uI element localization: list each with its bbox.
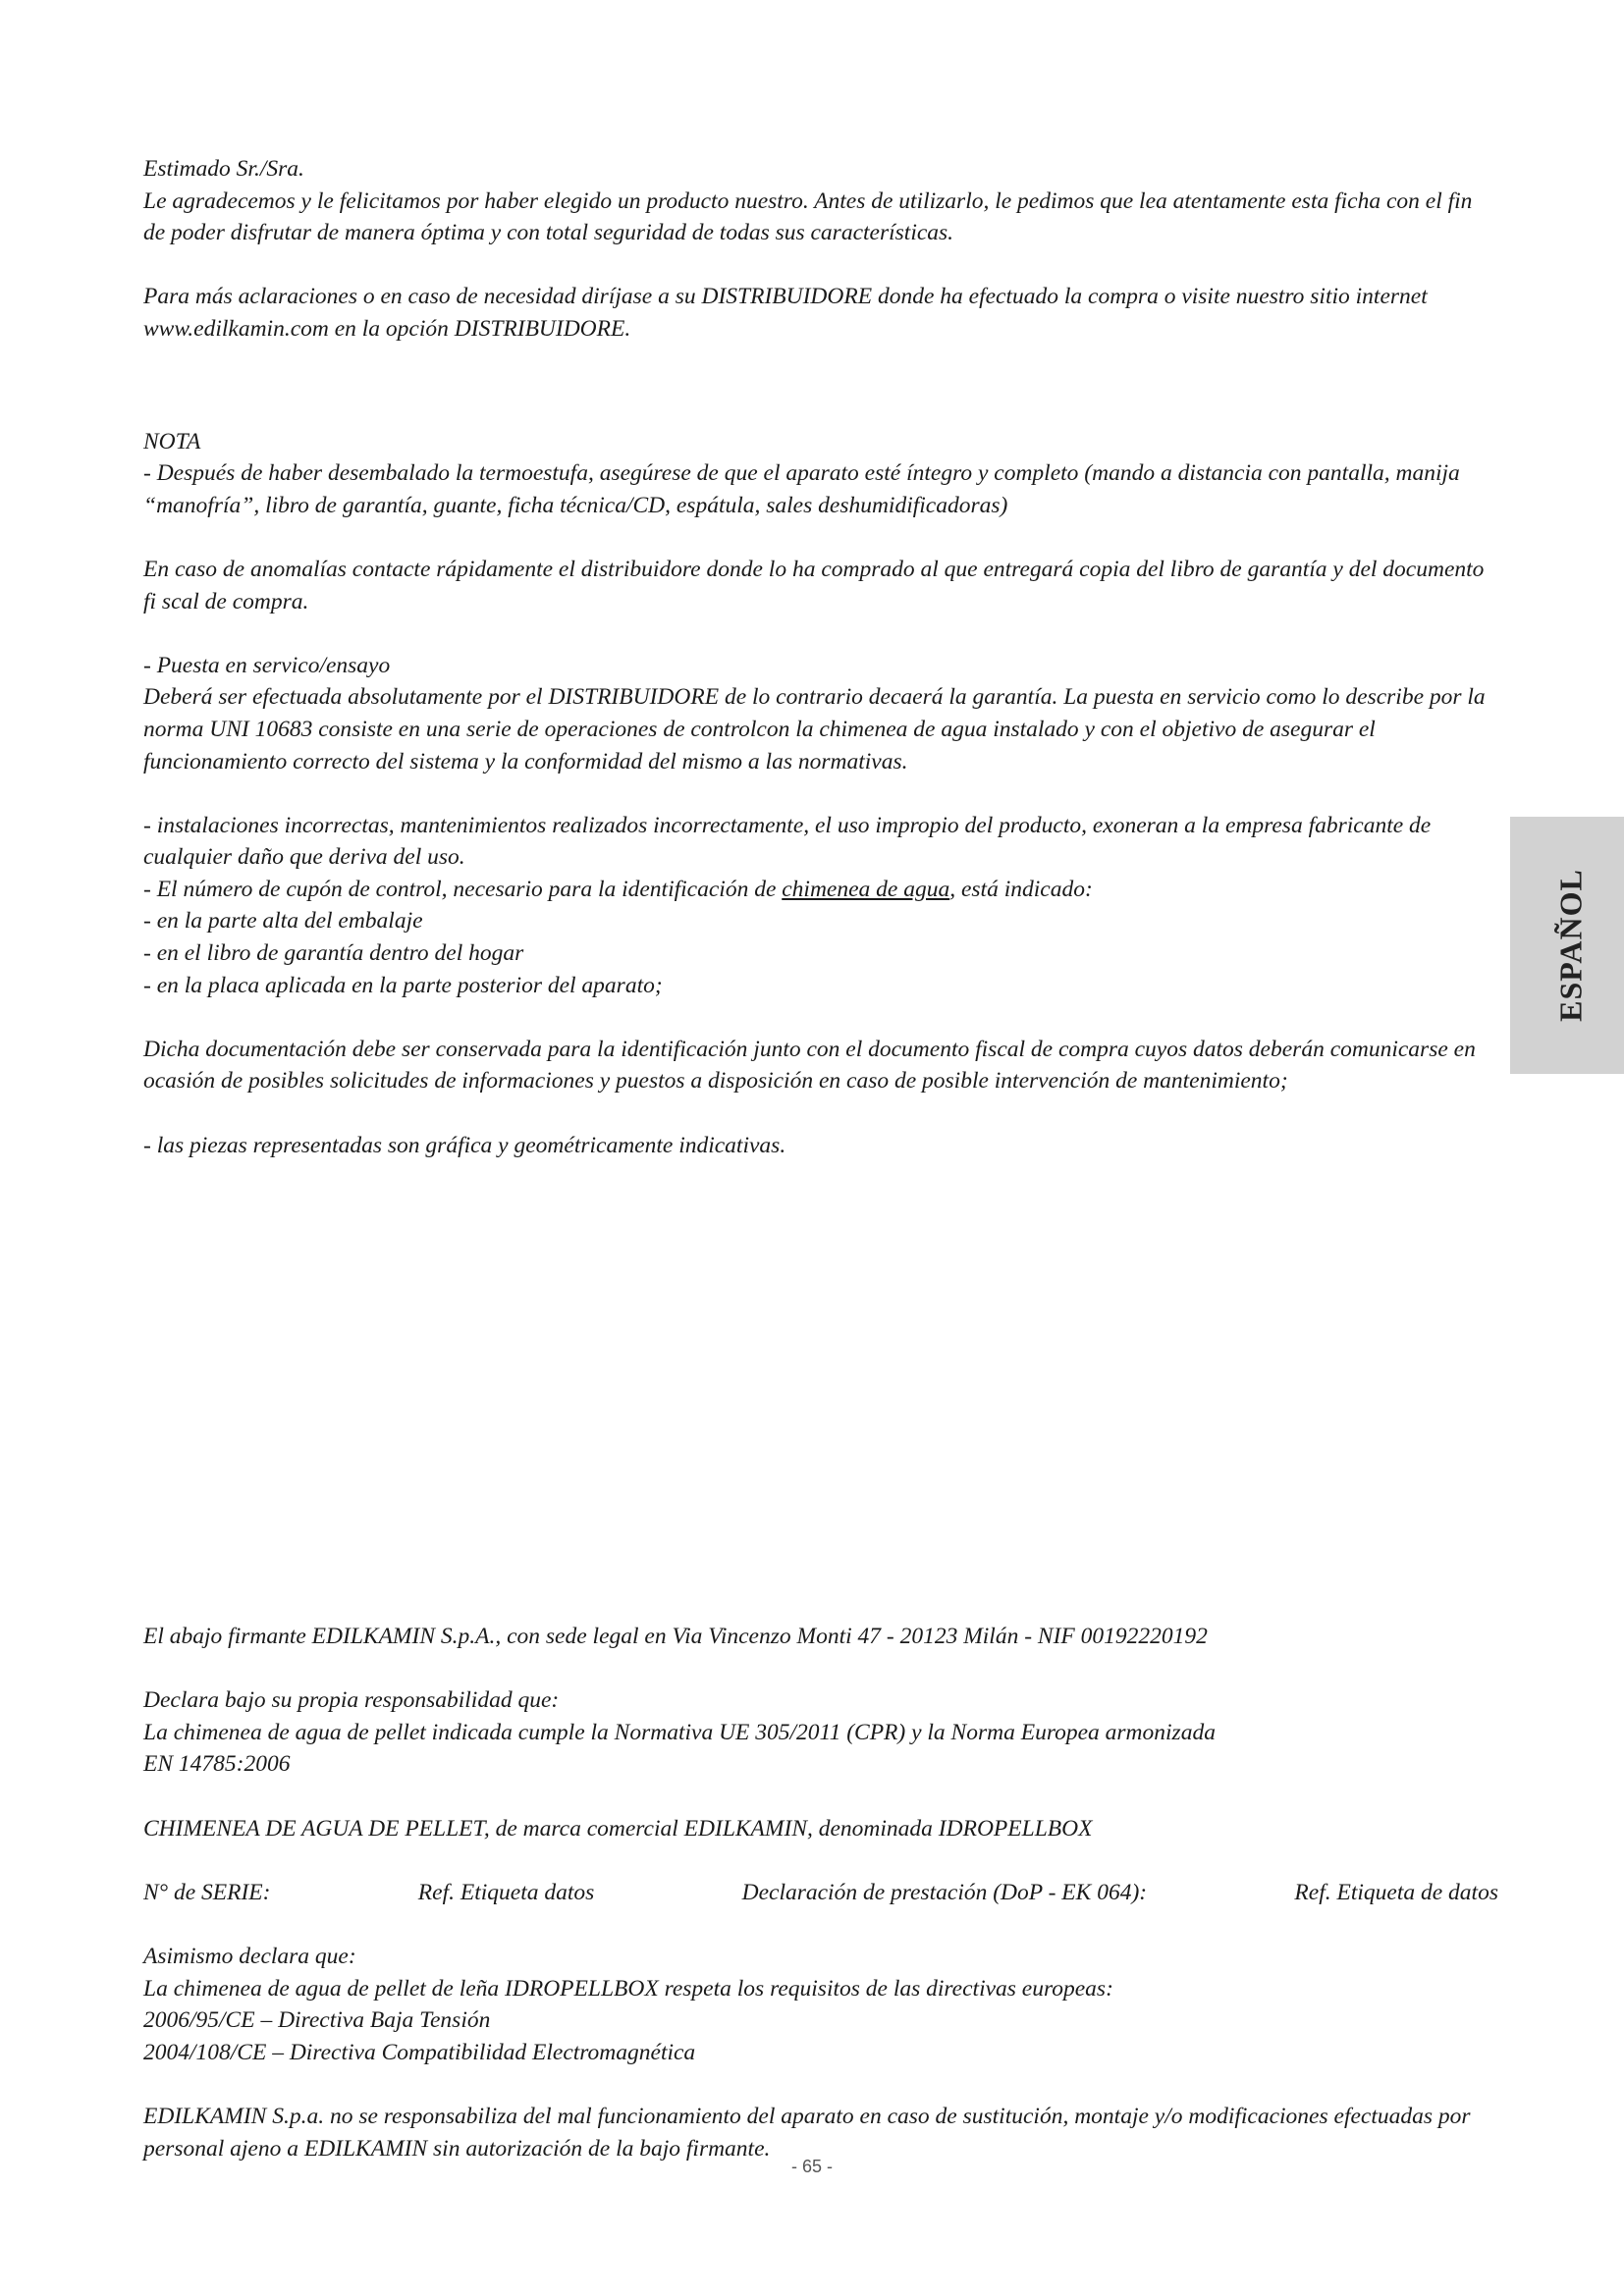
- dop-value: Ref. Etiqueta de datos: [1294, 1879, 1498, 1905]
- product-line: CHIMENEA DE AGUA DE PELLET, de marca comercial EDILKAMIN, denominada IDROPELLBOX: [143, 1815, 1093, 1842]
- location-item-1: - en la parte alta del embalaje: [143, 908, 423, 934]
- commissioning-paragraph: Deberá ser efectuada absolutamente por el DISTRIBUIDORE de lo contrario decaerá la garantía. La puesta en servicio como lo describe por la norma UNI 10683 consiste en una serie de operaciones de controlcon la chimenea de agua instalado y con el objetivo de asegurar el funcionamiento correcto del sistema y la conformidad del mismo a las normativas.: [143, 684, 1486, 774]
- directive-1: 2006/95/CE – Directiva Baja Tensión: [143, 2007, 491, 2034]
- declares-line: Declara bajo su propia responsabilidad que:: [143, 1687, 560, 1714]
- page-number: - 65 -: [790, 2157, 833, 2176]
- incorrect-paragraph: - instalaciones incorrectas, mantenimientos realizados incorrectamente, el uso impropio del producto, exoneran a la empresa fabricante de cualquier daño que deriva del uso.: [143, 812, 1432, 871]
- coupon-prefix: - El número de cupón de control, necesario para la identificación de: [143, 876, 783, 902]
- disclaimer-paragraph: EDILKAMIN S.p.a. no se responsabiliza del mal funcionamiento del aparato en caso de sustitución, montaje y/o modificaciones efectuadas por personal ajeno a EDILKAMIN sin autorización de la bajo firmante.: [143, 2103, 1471, 2162]
- conformity-line-1: La chimenea de agua de pellet indicada cumple la Normativa UE 305/2011 (CPR) y la Norma Europea armonizada: [143, 1719, 1216, 1745]
- signatory-paragraph: El abajo firmante EDILKAMIN S.p.A., con sede legal en Via Vincenzo Monti 47 - 20123 Milán - NIF 00192220192: [143, 1624, 1208, 1649]
- serial-value: Ref. Etiqueta datos: [417, 1879, 595, 1905]
- serial-dop-row: [143, 1877, 1498, 1909]
- language-tab: [1510, 817, 1624, 1074]
- contact-paragraph: Para más aclaraciones o en caso de necesidad diríjase a su DISTRIBUIDORE donde ha efectuado la compra o visite nuestro sitio internet www.edilkamin.com en la opción DISTRIBUIDORE.: [143, 284, 1428, 342]
- nota-heading: NOTA: [143, 428, 201, 454]
- location-item-3: - en la placa aplicada en la parte posterior del aparato;: [143, 972, 663, 998]
- coupon-paragraph: [143, 874, 1498, 906]
- coupon-product-link: chimenea de agua: [782, 876, 950, 902]
- greeting: Estimado Sr./Sra.: [143, 156, 304, 182]
- directives-intro: La chimenea de agua de pellet de leña IDROPELLBOX respeta los requisitos de las directivas europeas:: [143, 1975, 1113, 2002]
- coupon-suffix: , está indicado:: [949, 876, 1093, 902]
- location-item-2: - en el libro de garantía dentro del hogar: [143, 940, 524, 967]
- anomalies-paragraph: En caso de anomalías contacte rápidamente el distribuidore donde lo ha comprado al que entregará copia del libro de garantía y del documento fi scal de compra.: [143, 556, 1485, 614]
- conformity-line-2: EN 14785:2006: [143, 1751, 291, 1778]
- also-declares-line: Asimismo declara que:: [143, 1943, 356, 1969]
- language-tab-label: ESPAÑOL: [1552, 869, 1589, 1022]
- unpack-paragraph: - Después de haber desembalado la termoestufa, asegúrese de que el aparato esté íntegro y completo (mando a distancia con pantalla, manija “manofría”, libro de garantía, guante, ficha técnica/CD, espátula, sales deshumidificadoras): [143, 460, 1460, 518]
- intro-section: [143, 153, 1498, 1161]
- commissioning-heading: - Puesta en servico/ensayo: [143, 652, 391, 678]
- directive-2: 2004/108/CE – Directiva Compatibilidad Electromagnética: [143, 2039, 696, 2065]
- documentation-paragraph: Dicha documentación debe ser conservada para la identificación junto con el documento fiscal de compra cuyos datos deberán comunicarse en ocasión de posibles solicitudes de informaciones y puestos a disposición en caso de posible intervención de mantenimiento;: [143, 1036, 1476, 1095]
- dop-label: Declaración de prestación (DoP - EK 064):: [741, 1879, 1148, 1905]
- serial-label: N° de SERIE:: [143, 1879, 271, 1905]
- declaration-section: [143, 1621, 1498, 2164]
- thanks-paragraph: Le agradecemos y le felicitamos por haber elegido un producto nuestro. Antes de utilizarlo, le pedimos que lea atentamente esta ficha con el fin de poder disfrutar de manera óptima y con total seguridad de todas sus características.: [143, 187, 1473, 246]
- pieces-paragraph: - las piezas representadas son gráfica y geométricamente indicativas.: [143, 1132, 786, 1158]
